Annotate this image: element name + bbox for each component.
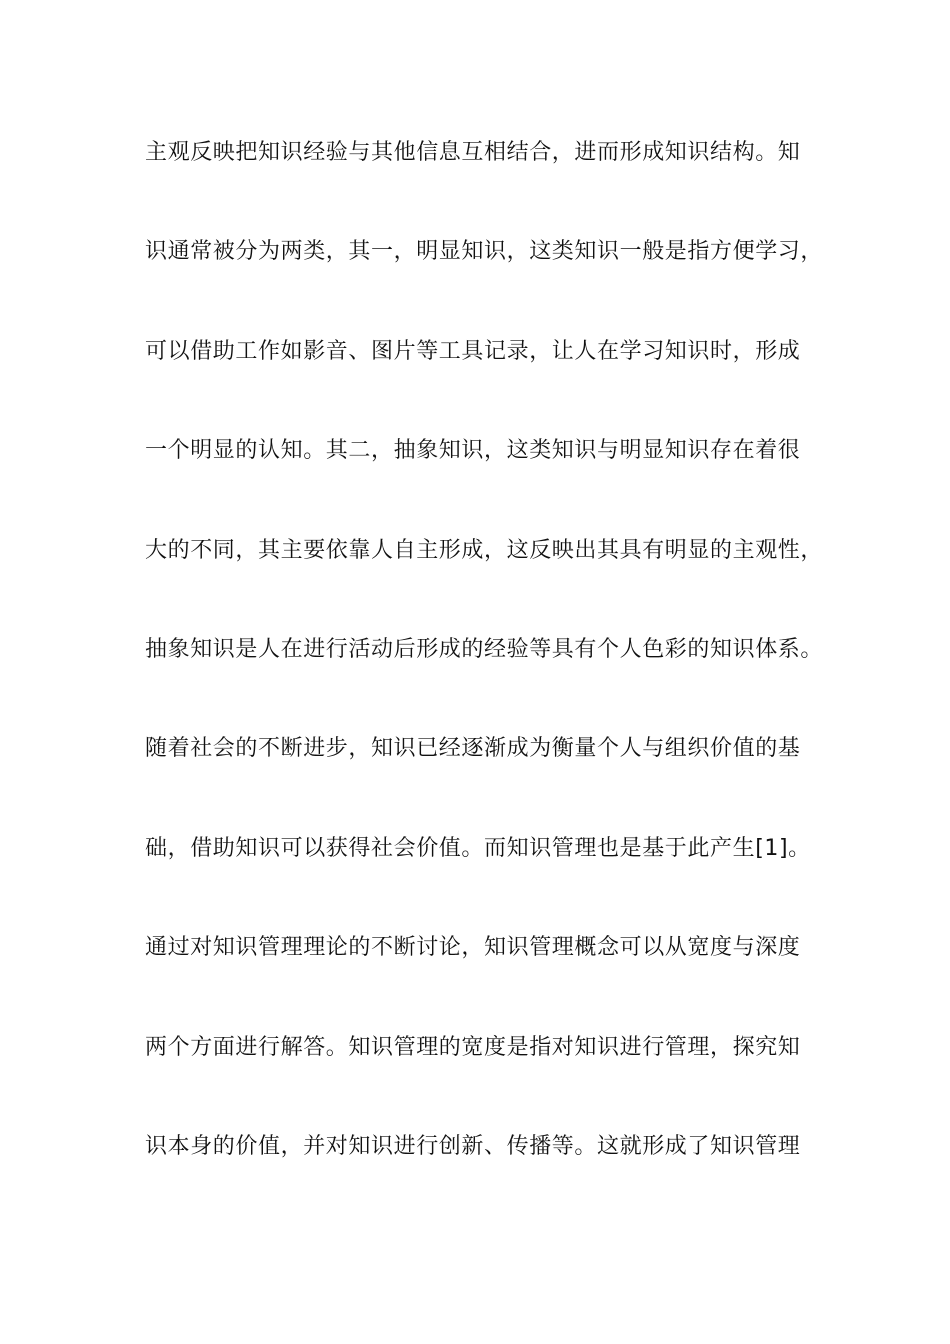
text-line: 大的不同，其主要依靠人自主形成，这反映出其具有明显的主观性， [145,537,824,563]
text-line: 一个明显的认知。其二，抽象知识，这类知识与明显知识存在着很 [145,438,801,464]
text-line: 础，借助知识可以获得社会价值。而知识管理也是基于此产生[1]。 [145,835,811,861]
text-line: 通过对知识管理理论的不断讨论，知识管理概念可以从宽度与深度 [145,935,801,961]
text-line: 主观反映把知识经验与其他信息互相结合，进而形成知识结构。知 [145,140,801,165]
body-text [145,133,845,1226]
text-line: 两个方面进行解答。知识管理的宽度是指对知识进行管理，探究知 [145,1034,801,1060]
text-line: 识本身的价值，并对知识进行创新、传播等。这就形成了知识管理 [145,1133,801,1159]
text-line: 可以借助工作如影音、图片等工具记录，让人在学习知识时，形成 [145,338,801,364]
text-line: 识通常被分为两类，其一，明显知识，这类知识一般是指方便学习， [145,239,824,265]
text-line: 抽象知识是人在进行活动后形成的经验等具有个人色彩的知识体系。 [145,636,824,662]
text-line: 随着社会的不断进步，知识已经逐渐成为衡量个人与组织价值的基 [145,736,801,762]
